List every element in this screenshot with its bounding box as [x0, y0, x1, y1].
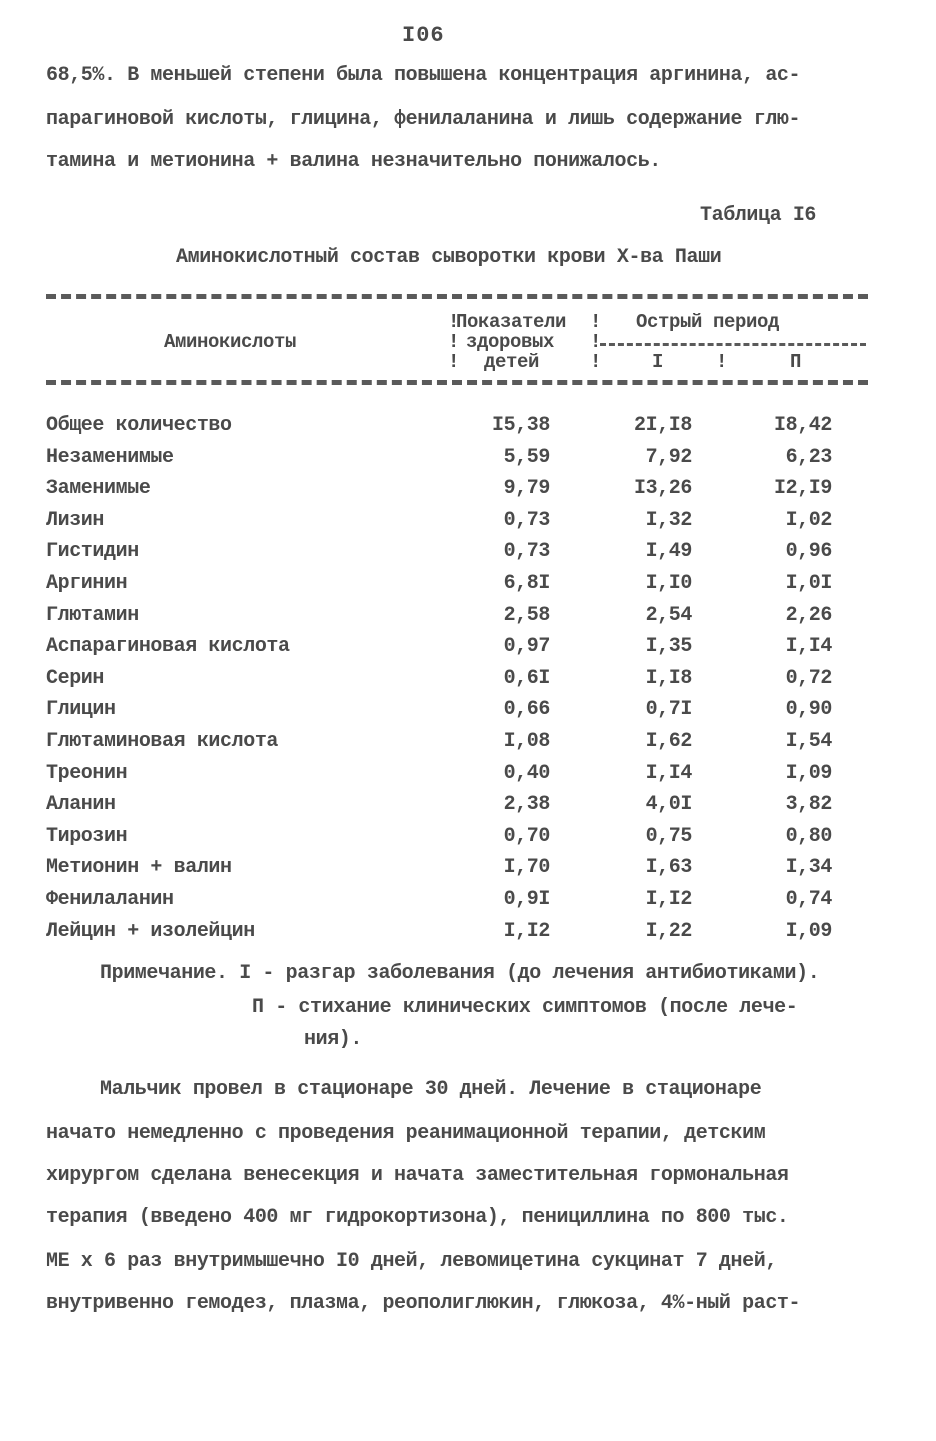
value-period-I: 2I,I8: [633, 414, 692, 437]
aminoacid-name: Глютамин: [46, 604, 139, 627]
note-line: Примечание. I - разгар заболевания (до лечения антибиотиками).: [100, 962, 820, 985]
body-line: начато немедленно с проведения реанимационной терапии, детским: [46, 1122, 766, 1145]
value-period-I: I,32: [645, 509, 692, 532]
aminoacid-name: Лизин: [46, 509, 105, 532]
value-period-II: 3,82: [785, 793, 832, 816]
aminoacid-name: Гистидин: [46, 540, 139, 563]
value-period-II: I,09: [785, 920, 832, 943]
value-healthy: 0,66: [503, 698, 550, 721]
value-period-II: I,09: [785, 762, 832, 785]
aminoacid-name: Серин: [46, 667, 105, 690]
value-healthy: 0,73: [503, 509, 550, 532]
value-period-II: 0,96: [785, 540, 832, 563]
value-healthy: I,I2: [503, 920, 550, 943]
header-aminoacids: Аминокислоты: [164, 331, 297, 353]
aminoacid-name: Метионин + валин: [46, 856, 232, 879]
value-period-II: I8,42: [773, 414, 832, 437]
value-period-II: I,I4: [785, 635, 832, 658]
value-period-I: I,I2: [645, 888, 692, 911]
value-healthy: 2,38: [503, 793, 550, 816]
header-healthy-line3: детей: [484, 351, 540, 373]
value-healthy: 0,73: [503, 540, 550, 563]
header-col-I: I: [652, 351, 664, 373]
value-period-I: 4,0I: [645, 793, 692, 816]
value-period-II: 0,80: [785, 825, 832, 848]
value-period-I: 7,92: [645, 446, 692, 469]
table-top-rule: [46, 294, 868, 299]
header-subrule: [600, 343, 866, 346]
value-period-I: I,I0: [645, 572, 692, 595]
value-healthy: 0,6I: [503, 667, 550, 690]
page-number: I06: [402, 23, 445, 48]
value-period-II: I,34: [785, 856, 832, 879]
value-healthy: 0,9I: [503, 888, 550, 911]
intro-line: парагиновой кислоты, глицина, фенилаланина и лишь содержание глю-: [46, 108, 801, 131]
aminoacid-name: Аргинин: [46, 572, 128, 595]
table-header-rule: [46, 380, 868, 385]
body-line: терапия (введено 400 мг гидрокортизона), пенициллина по 800 тыс.: [46, 1206, 789, 1229]
separator-mark: !: [716, 351, 728, 373]
value-healthy: 2,58: [503, 604, 550, 627]
table-title: Аминокислотный состав сыворотки крови Х-ва Паши: [176, 246, 722, 269]
body-line: МЕ х 6 раз внутримышечно I0 дней, левомицетина сукцинат 7 дней,: [46, 1250, 777, 1273]
separator-mark: !: [590, 331, 602, 353]
value-period-II: I,02: [785, 509, 832, 532]
intro-line: тамина и метионина + валина незначительно понижалось.: [46, 150, 661, 173]
aminoacid-name: Фенилаланин: [46, 888, 174, 911]
value-period-II: I,0I: [785, 572, 832, 595]
aminoacid-name: Общее количество: [46, 414, 232, 437]
aminoacid-name: Глютаминовая кислота: [46, 730, 279, 753]
value-healthy: 6,8I: [503, 572, 550, 595]
value-healthy: 0,70: [503, 825, 550, 848]
value-period-I: I,I4: [645, 762, 692, 785]
value-period-I: 0,75: [645, 825, 692, 848]
note-line: ния).: [304, 1028, 363, 1051]
separator-mark: !: [448, 331, 460, 353]
separator-mark: !: [590, 351, 602, 373]
value-healthy: 9,79: [503, 477, 550, 500]
aminoacid-name: Заменимые: [46, 477, 151, 500]
separator-mark: !: [448, 311, 460, 333]
header-acute-period: Острый период: [636, 311, 780, 333]
value-healthy: 0,40: [503, 762, 550, 785]
value-period-II: 2,26: [785, 604, 832, 627]
value-period-I: I3,26: [633, 477, 692, 500]
separator-mark: !: [448, 351, 460, 373]
value-period-II: 0,90: [785, 698, 832, 721]
value-healthy: I,08: [503, 730, 550, 753]
aminoacid-name: Лейцин + изолейцин: [46, 920, 255, 943]
note-line: П - стихание клинических симптомов (после лече-: [252, 996, 798, 1019]
value-period-II: 6,23: [785, 446, 832, 469]
value-period-I: 0,7I: [645, 698, 692, 721]
header-col-II: П: [790, 351, 802, 373]
value-period-I: I,35: [645, 635, 692, 658]
aminoacid-name: Аланин: [46, 793, 116, 816]
value-period-I: I,63: [645, 856, 692, 879]
header-healthy-line1: Показатели: [456, 311, 567, 333]
body-line: Мальчик провел в стационаре 30 дней. Лечение в стационаре: [100, 1078, 762, 1101]
value-period-I: I,I8: [645, 667, 692, 690]
aminoacid-name: Треонин: [46, 762, 128, 785]
value-period-II: I,54: [785, 730, 832, 753]
header-healthy-line2: здоровых: [466, 331, 555, 353]
aminoacid-name: Аспарагиновая кислота: [46, 635, 290, 658]
value-period-I: I,22: [645, 920, 692, 943]
intro-line: 68,5%. В меньшей степени была повышена концентрация аргинина, ас-: [46, 64, 801, 87]
value-healthy: I5,38: [491, 414, 550, 437]
value-period-II: 0,74: [785, 888, 832, 911]
table-label: Таблица I6: [700, 204, 817, 227]
value-period-II: I2,I9: [773, 477, 832, 500]
aminoacid-name: Глицин: [46, 698, 116, 721]
body-line: хирургом сделана венесекция и начата заместительная гормональная: [46, 1164, 789, 1187]
value-healthy: 5,59: [503, 446, 550, 469]
value-period-II: 0,72: [785, 667, 832, 690]
separator-mark: !: [590, 311, 602, 333]
value-healthy: 0,97: [503, 635, 550, 658]
value-period-I: I,49: [645, 540, 692, 563]
body-line: внутривенно гемодез, плазма, реополиглюкин, глюкоза, 4%-ный раст-: [46, 1292, 801, 1315]
aminoacid-name: Тирозин: [46, 825, 128, 848]
aminoacid-name: Незаменимые: [46, 446, 174, 469]
value-period-I: 2,54: [645, 604, 692, 627]
value-period-I: I,62: [645, 730, 692, 753]
value-healthy: I,70: [503, 856, 550, 879]
